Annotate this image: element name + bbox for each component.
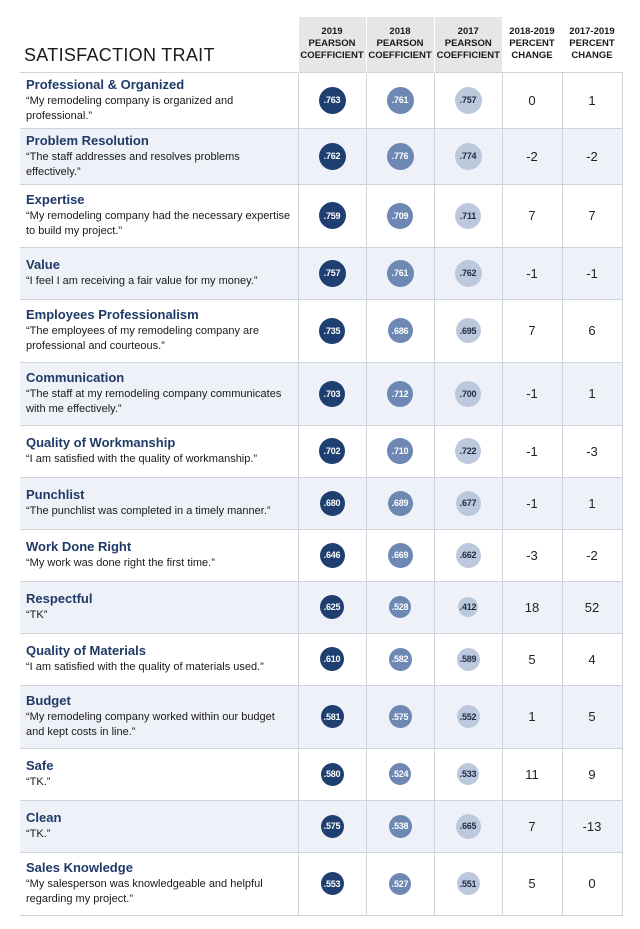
coefficient-cell-2017 (434, 581, 502, 633)
trait-cell (20, 247, 298, 299)
coefficient-cell-2018 (366, 477, 434, 529)
coefficient-cell-2019 (298, 685, 366, 748)
table-row (20, 685, 622, 748)
coefficient-cell-2017 (434, 800, 502, 852)
coefficient-cell-2019 (298, 362, 366, 425)
percent-change-2017-2019: 7 (562, 184, 622, 247)
coefficient-cell-2018 (366, 800, 434, 852)
trait-cell (20, 685, 298, 748)
trait-cell (20, 581, 298, 633)
coefficient-cell-2017 (434, 633, 502, 685)
header-2019-pearson-coefficient: 2019 PEARSON COEFFICIENT (298, 17, 366, 72)
percent-change-2018-2019: 0 (502, 72, 562, 128)
trait-cell (20, 184, 298, 247)
coefficient-cell-2018 (366, 299, 434, 362)
percent-change-2017-2019: 1 (562, 72, 622, 128)
percent-change-2018-2019: -1 (502, 247, 562, 299)
table-row (20, 852, 622, 915)
trait-quote: “TK” (26, 609, 48, 621)
trait-quote: “The employees of my remodeling company are professional and courteous.” (26, 325, 259, 352)
coefficient-dot-2017: .533 (457, 763, 479, 785)
percent-change-2017-2019: 4 (562, 633, 622, 685)
coefficient-dot-2017: .589 (457, 648, 480, 671)
trait-name: Value (26, 257, 60, 272)
coefficient-cell-2018 (366, 633, 434, 685)
percent-change-2017-2019: 52 (562, 581, 622, 633)
coefficient-dot-2017: .677 (456, 491, 481, 516)
coefficient-dot-2018: .761 (387, 260, 414, 287)
table-row (20, 362, 622, 425)
trait-cell (20, 425, 298, 477)
coefficient-cell-2019 (298, 128, 366, 184)
coefficient-dot-2018: .527 (389, 873, 411, 895)
percent-change-2017-2019: 5 (562, 685, 622, 748)
coefficient-dot-2017: .700 (455, 381, 481, 407)
percent-change-2018-2019: 5 (502, 852, 562, 915)
coefficient-dot-2017: .774 (455, 143, 482, 170)
trait-cell (20, 299, 298, 362)
trait-name: Punchlist (26, 487, 85, 502)
coefficient-dot-2018: .689 (388, 491, 413, 516)
coefficient-dot-2017: .757 (455, 87, 482, 114)
percent-change-2018-2019: 7 (502, 800, 562, 852)
percent-change-2017-2019: 1 (562, 362, 622, 425)
trait-name: Respectful (26, 591, 93, 606)
coefficient-cell-2017 (434, 852, 502, 915)
percent-change-2018-2019: 5 (502, 633, 562, 685)
coefficient-dot-2019: .581 (321, 705, 344, 728)
coefficient-cell-2018 (366, 529, 434, 581)
header-2018-2019-percent-change: 2018-2019 PERCENT CHANGE (502, 17, 562, 72)
coefficient-dot-2019: .763 (319, 87, 346, 114)
coefficient-dot-2018: .761 (387, 87, 414, 114)
coefficient-cell-2018 (366, 685, 434, 748)
coefficient-cell-2019 (298, 184, 366, 247)
percent-change-2017-2019: -1 (562, 247, 622, 299)
coefficient-dot-2019: .703 (319, 381, 345, 407)
coefficient-cell-2017 (434, 425, 502, 477)
coefficient-cell-2017 (434, 184, 502, 247)
coefficient-dot-2017: .662 (456, 543, 481, 568)
table-row (20, 529, 622, 581)
trait-name: Budget (26, 693, 71, 708)
percent-change-2018-2019: -3 (502, 529, 562, 581)
coefficient-dot-2019: .646 (320, 543, 345, 568)
trait-cell (20, 800, 298, 852)
coefficient-cell-2018 (366, 852, 434, 915)
coefficient-cell-2018 (366, 425, 434, 477)
coefficient-dot-2017: .412 (458, 597, 478, 617)
coefficient-cell-2017 (434, 247, 502, 299)
percent-change-2018-2019: -1 (502, 425, 562, 477)
coefficient-dot-2018: .712 (387, 381, 413, 407)
coefficient-cell-2019 (298, 299, 366, 362)
coefficient-cell-2019 (298, 425, 366, 477)
table-row (20, 748, 622, 800)
coefficient-dot-2018: .538 (389, 815, 412, 838)
coefficient-cell-2017 (434, 748, 502, 800)
trait-cell (20, 128, 298, 184)
percent-change-2017-2019: -2 (562, 128, 622, 184)
coefficient-dot-2018: .528 (389, 596, 411, 618)
header-2017-2019-percent-change: 2017-2019 PERCENT CHANGE (562, 17, 622, 72)
percent-change-2017-2019: 6 (562, 299, 622, 362)
coefficient-dot-2019: .680 (320, 491, 345, 516)
trait-name: Quality of Materials (26, 643, 146, 658)
coefficient-dot-2018: .669 (388, 543, 413, 568)
coefficient-cell-2019 (298, 800, 366, 852)
coefficient-dot-2018: .686 (388, 318, 413, 343)
table-row (20, 247, 622, 299)
percent-change-2018-2019: 1 (502, 685, 562, 748)
trait-name: Quality of Workmanship (26, 435, 176, 450)
trait-cell (20, 852, 298, 915)
table-row (20, 477, 622, 529)
trait-cell (20, 748, 298, 800)
trait-quote: “The staff at my remodeling company communicates with me effectively.” (26, 388, 282, 415)
table-row (20, 72, 622, 128)
trait-name: Professional & Organized (26, 76, 185, 92)
trait-quote: “The staff addresses and resolves problems effectively.” (26, 150, 240, 178)
coefficient-dot-2018: .582 (389, 648, 412, 671)
table-row (20, 581, 622, 633)
trait-name: Sales Knowledge (26, 860, 133, 875)
coefficient-cell-2019 (298, 633, 366, 685)
coefficient-dot-2019: .553 (321, 872, 344, 895)
coefficient-dot-2019: .702 (319, 438, 345, 464)
percent-change-2017-2019: -3 (562, 425, 622, 477)
coefficient-cell-2018 (366, 748, 434, 800)
coefficient-cell-2019 (298, 529, 366, 581)
trait-name: Communication (26, 370, 125, 385)
header-2018-pearson-coefficient: 2018 PEARSON COEFFICIENT (366, 17, 434, 72)
coefficient-cell-2017 (434, 529, 502, 581)
table-header-row (20, 17, 622, 72)
percent-change-2018-2019: 7 (502, 299, 562, 362)
coefficient-dot-2018: .524 (389, 763, 411, 785)
trait-quote: “TK.” (26, 776, 51, 788)
table-row (20, 800, 622, 852)
coefficient-dot-2019: .735 (319, 318, 345, 344)
percent-change-2018-2019: 7 (502, 184, 562, 247)
trait-name: Employees Professionalism (26, 307, 199, 322)
coefficient-cell-2017 (434, 362, 502, 425)
trait-cell (20, 529, 298, 581)
coefficient-dot-2017: .665 (456, 814, 481, 839)
trait-name: Problem Resolution (26, 132, 149, 148)
coefficient-cell-2019 (298, 748, 366, 800)
coefficient-cell-2019 (298, 581, 366, 633)
percent-change-2017-2019: -13 (562, 800, 622, 852)
coefficient-cell-2017 (434, 685, 502, 748)
coefficient-dot-2017: .722 (455, 438, 481, 464)
coefficient-cell-2018 (366, 128, 434, 184)
coefficient-dot-2019: .580 (321, 763, 344, 786)
trait-cell (20, 477, 298, 529)
percent-change-2018-2019: 18 (502, 581, 562, 633)
coefficient-dot-2017: .552 (457, 705, 480, 728)
table-row (20, 299, 622, 362)
trait-name: Work Done Right (26, 539, 132, 554)
coefficient-dot-2018: .709 (387, 203, 413, 229)
coefficient-dot-2019: .757 (319, 260, 346, 287)
trait-cell (20, 633, 298, 685)
trait-name: Safe (26, 758, 54, 773)
trait-quote: “I am satisfied with the quality of workmanship.” (26, 453, 258, 465)
table-row (20, 128, 622, 184)
percent-change-2017-2019: 1 (562, 477, 622, 529)
coefficient-cell-2018 (366, 247, 434, 299)
coefficient-dot-2019: .575 (321, 815, 344, 838)
coefficient-cell-2018 (366, 72, 434, 128)
coefficient-cell-2018 (366, 581, 434, 633)
table-row (20, 425, 622, 477)
coefficient-dot-2017: .711 (455, 203, 481, 229)
trait-quote: “TK.” (26, 828, 51, 840)
table-row (20, 633, 622, 685)
coefficient-cell-2019 (298, 72, 366, 128)
header-2017-pearson-coefficient: 2017 PEARSON COEFFICIENT (434, 17, 502, 72)
trait-name: Expertise (26, 192, 85, 207)
percent-change-2017-2019: -2 (562, 529, 622, 581)
coefficient-dot-2019: .759 (319, 202, 346, 229)
percent-change-2018-2019: 11 (502, 748, 562, 800)
percent-change-2017-2019: 0 (562, 852, 622, 915)
coefficient-dot-2019: .610 (320, 647, 344, 671)
percent-change-2018-2019: -1 (502, 477, 562, 529)
trait-quote: “My remodeling company worked within our budget and kept costs in line.” (26, 711, 275, 738)
satisfaction-trait-table (20, 17, 623, 916)
trait-quote: “I am satisfied with the quality of materials used.” (26, 661, 264, 673)
coefficient-cell-2017 (434, 72, 502, 128)
coefficient-dot-2018: .575 (389, 705, 412, 728)
percent-change-2018-2019: -2 (502, 128, 562, 184)
coefficient-cell-2019 (298, 477, 366, 529)
trait-quote: “My salesperson was knowledgeable and helpful regarding my project.” (26, 878, 263, 905)
trait-quote: “My work was done right the first time.” (26, 557, 215, 569)
trait-quote: “My remodeling company had the necessary expertise to build my project.” (26, 210, 291, 237)
coefficient-dot-2017: .762 (455, 260, 482, 287)
percent-change-2018-2019: -1 (502, 362, 562, 425)
coefficient-dot-2017: .695 (456, 318, 481, 343)
trait-cell (20, 362, 298, 425)
header-satisfaction-trait: SATISFACTION TRAIT (24, 44, 215, 65)
coefficient-dot-2018: .776 (387, 143, 414, 170)
table-row (20, 184, 622, 247)
coefficient-dot-2018: .710 (387, 438, 413, 464)
coefficient-dot-2019: .762 (319, 143, 346, 170)
coefficient-dot-2017: .551 (457, 872, 480, 895)
trait-quote: “My remodeling company is organized and professional.” (26, 94, 234, 122)
coefficient-cell-2019 (298, 852, 366, 915)
trait-name: Clean (26, 810, 62, 825)
coefficient-cell-2017 (434, 128, 502, 184)
trait-quote: “I feel I am receiving a fair value for my money.” (26, 275, 258, 287)
coefficient-cell-2017 (434, 299, 502, 362)
trait-cell (20, 72, 298, 128)
coefficient-cell-2018 (366, 362, 434, 425)
coefficient-cell-2017 (434, 477, 502, 529)
trait-quote: “The punchlist was completed in a timely manner.” (26, 505, 271, 517)
coefficient-cell-2018 (366, 184, 434, 247)
coefficient-cell-2019 (298, 247, 366, 299)
coefficient-dot-2019: .625 (320, 595, 344, 619)
percent-change-2017-2019: 9 (562, 748, 622, 800)
